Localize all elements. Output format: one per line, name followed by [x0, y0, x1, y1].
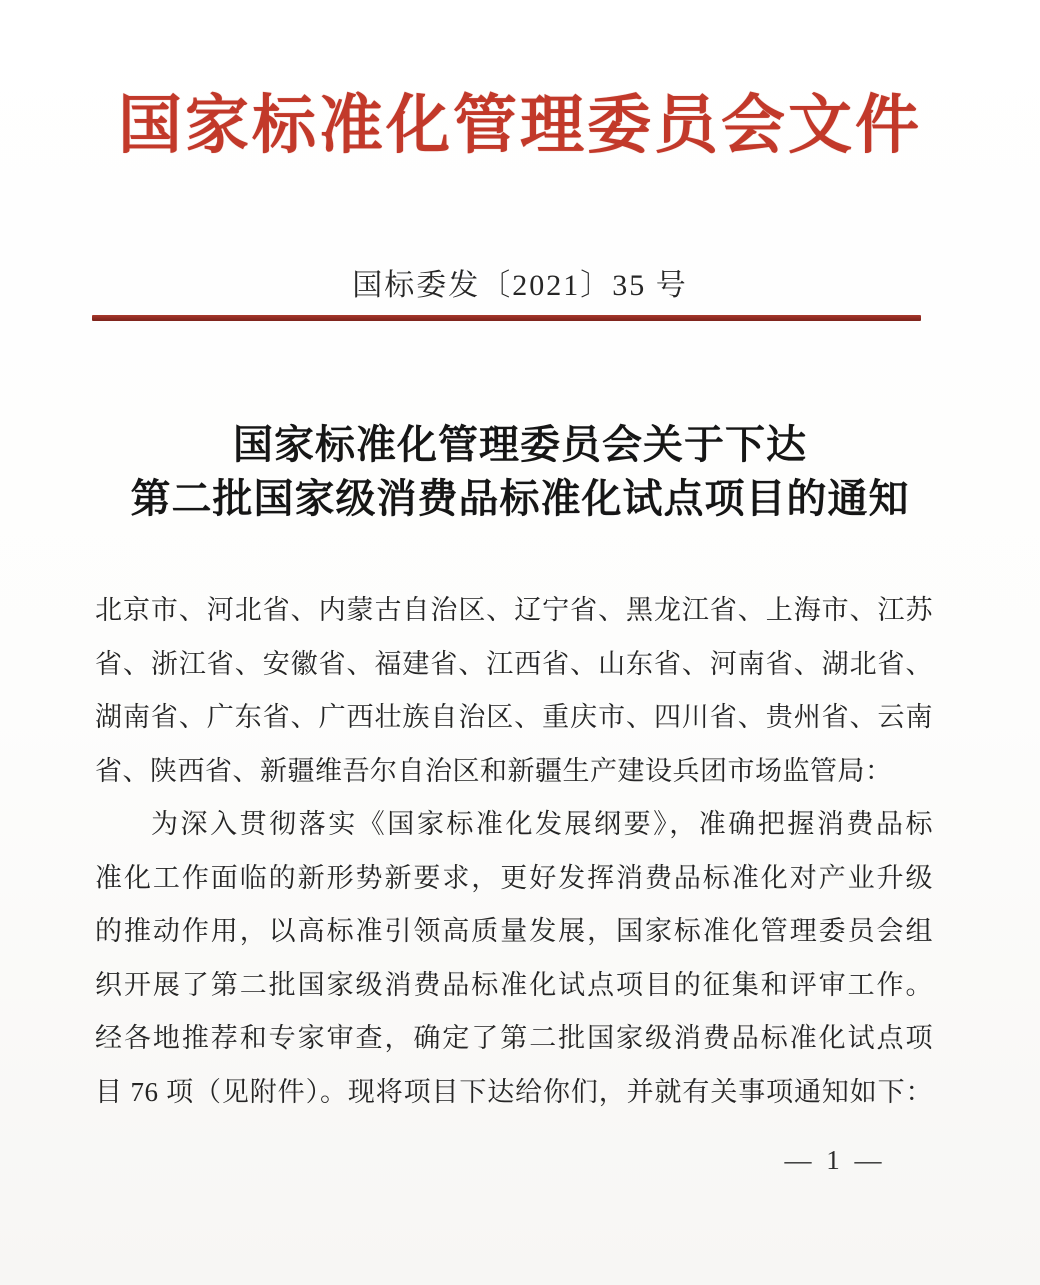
body-line-3: 湖南省、广东省、广西壮族自治区、重庆市、四川省、贵州省、云南 [95, 702, 933, 732]
doc-number: 国标委发〔2021〕35 号 [352, 269, 688, 302]
document-title [60, 418, 980, 526]
document-title-line-2: 第二批国家级消费品标准化试点项目的通知 [130, 476, 910, 521]
page-number: — 1 — [784, 1145, 886, 1175]
red-separator-rule [92, 315, 921, 321]
header-org-title: 国家标准化管理委员会文件 [118, 90, 922, 161]
document-title-line-1: 国家标准化管理委员会关于下达 [233, 422, 807, 467]
body-line-5: 为深入贯彻落实《国家标准化发展纲要》，准确把握消费品标 [151, 809, 933, 839]
body-line-4: 省、陕西省、新疆维吾尔自治区和新疆生产建设兵团市场监管局： [95, 755, 893, 786]
body-line-10: 目 76 项（见附件）。现将项目下达给你们，并就有关事项通知如下： [95, 1076, 933, 1107]
body-line-2: 省、浙江省、安徽省、福建省、江西省、山东省、河南省、湖北省、 [95, 648, 933, 679]
body-line-8: 织开展了第二批国家级消费品标准化试点项目的征集和评审工作。 [95, 969, 933, 1000]
body-line-1: 北京市、河北省、内蒙古自治区、辽宁省、黑龙江省、上海市、江苏 [95, 595, 933, 625]
body-line-7: 的推动作用，以高标准引领高质量发展，国家标准化管理委员会组 [95, 916, 933, 946]
body-line-6: 准化工作面临的新形势新要求，更好发挥消费品标准化对产业升级 [95, 862, 933, 893]
body-text [95, 584, 933, 1119]
body-line-9: 经各地推荐和专家审查，确定了第二批国家级消费品标准化试点项 [95, 1023, 933, 1053]
